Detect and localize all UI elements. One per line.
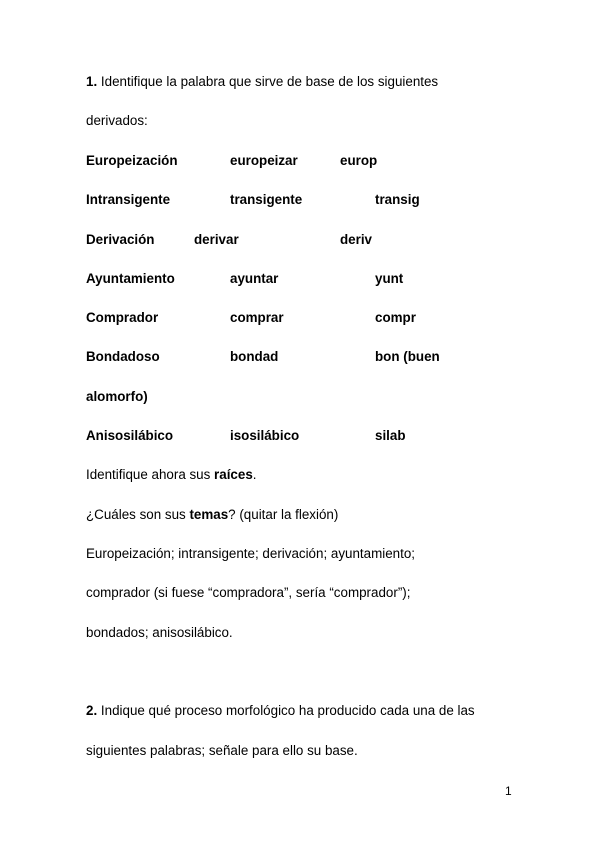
root-word: yunt bbox=[375, 271, 404, 286]
root-word: europ bbox=[340, 153, 378, 168]
roots-question-suffix: . bbox=[252, 467, 257, 482]
root-word: deriv bbox=[340, 232, 373, 247]
base-word: isosilábico bbox=[230, 428, 300, 443]
base-word: europeizar bbox=[230, 153, 298, 168]
base-word: derivar bbox=[194, 232, 239, 247]
exercise-2-number: 2. bbox=[86, 703, 98, 718]
themes-question-suffix: ? (quitar la flexión) bbox=[228, 507, 339, 522]
root-word: compr bbox=[375, 310, 416, 325]
roots-question-prefix: Identifique ahora sus bbox=[86, 467, 215, 482]
derived-word: Bondadoso bbox=[86, 349, 160, 364]
themes-question bbox=[86, 507, 338, 523]
derived-word: Derivación bbox=[86, 232, 155, 247]
derived-word: Ayuntamiento bbox=[86, 271, 175, 286]
themes-keyword: temas bbox=[189, 507, 229, 522]
root-word-continuation: alomorfo) bbox=[86, 389, 148, 404]
derived-word: Anisosilábico bbox=[86, 428, 174, 443]
exercise-1-prompt-text: Identifique la palabra que sirve de base de los siguientes bbox=[100, 74, 439, 89]
root-word: transig bbox=[375, 192, 420, 207]
roots-keyword: raíces bbox=[214, 467, 253, 482]
base-word: bondad bbox=[230, 349, 279, 364]
exercise-1-number: 1. bbox=[86, 74, 98, 89]
roots-question bbox=[86, 467, 257, 483]
exercise-2-prompt-text: Indique qué proceso morfológico ha producido cada una de las bbox=[100, 703, 475, 718]
base-word: transigente bbox=[230, 192, 303, 207]
base-word: comprar bbox=[230, 310, 284, 325]
derived-word: Intransigente bbox=[86, 192, 171, 207]
themes-answer-line-3: bondados; anisosilábico. bbox=[86, 625, 233, 640]
themes-question-prefix: ¿Cuáles son sus bbox=[86, 507, 190, 522]
root-word: bon (buen bbox=[375, 349, 440, 364]
exercise-1-prompt-line-2: derivados: bbox=[86, 113, 148, 128]
root-word: silab bbox=[375, 428, 406, 443]
themes-answer-line-1: Europeización; intransigente; derivación; ayuntamiento; bbox=[86, 546, 416, 561]
exercise-2-prompt-line-1 bbox=[86, 703, 475, 719]
derived-word: Comprador bbox=[86, 310, 159, 325]
derived-word: Europeización bbox=[86, 153, 178, 168]
exercise-2-prompt-line-2: siguientes palabras; señale para ello su base. bbox=[86, 743, 358, 758]
exercise-1-prompt-line-1 bbox=[86, 74, 438, 90]
base-word: ayuntar bbox=[230, 271, 279, 286]
themes-answer-line-2: comprador (si fuese “compradora”, sería “comprador”); bbox=[86, 585, 411, 600]
page-number: 1 bbox=[505, 784, 512, 798]
